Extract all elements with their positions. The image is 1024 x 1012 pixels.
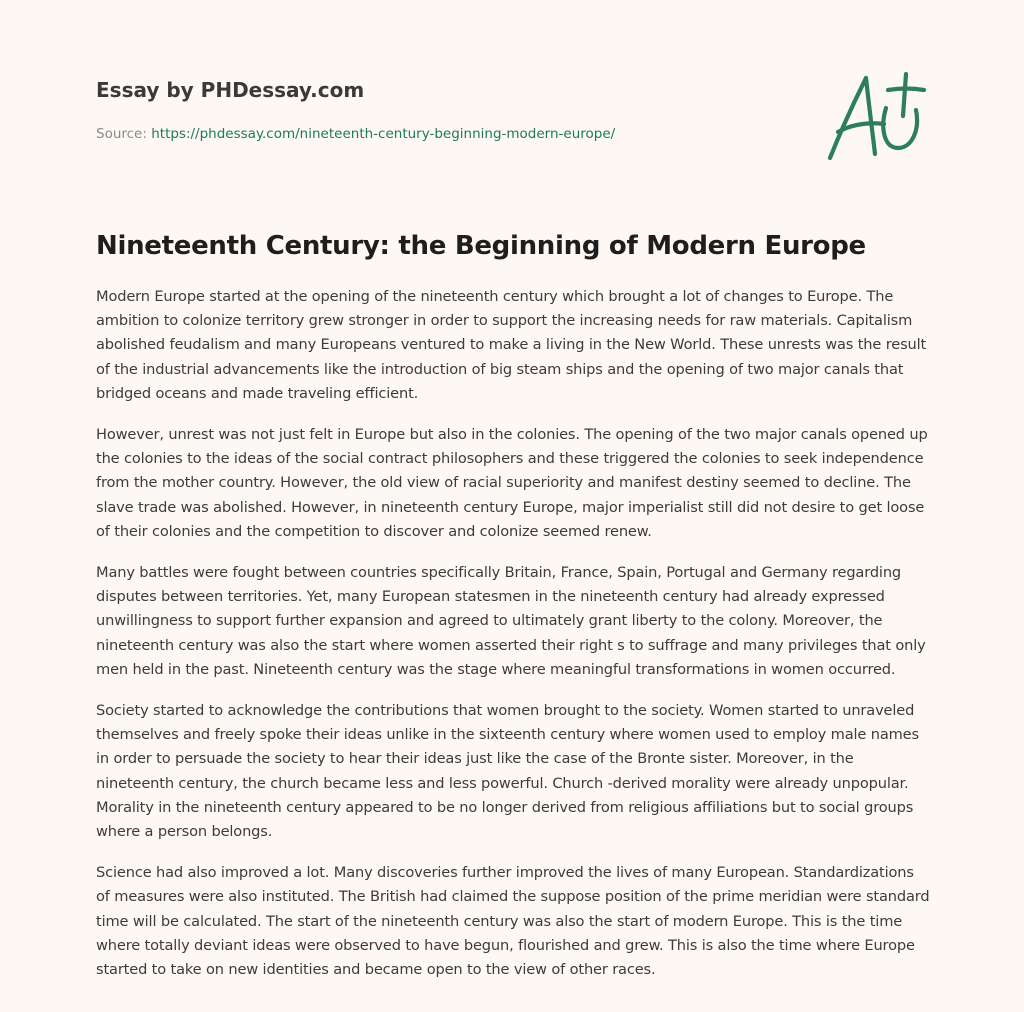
article-body (96, 285, 932, 999)
source-link[interactable]: https://phdessay.com/nineteenth-century-beginning-modern-europe/ (151, 126, 616, 142)
brand-title: Essay by PHDessay.com (96, 78, 365, 102)
paragraph-4: Society started to acknowledge the contributions that women brought to the society. Women started to unraveled themselves and freely spoke their ideas unlike in the sixteenth century where women used to employ male names in order to persuade the society to hear their ideas just like the case of the Bronte sister. Moreover, in the nineteenth century, the church became less and less powerful. Church -derived morality were already unpopular. Morality in the nineteenth century appeared to be no longer derived from religious affiliations but to social groups where a person belongs. (96, 702, 919, 841)
paragraph-5: Science had also improved a lot. Many discoveries further improved the lives of many European. Standardizations of measures were also instituted. The British had claimed the suppose position of the prime meridian were standard time will be calculated. The start of the nineteenth century was also the start of modern Europe. This is the time where totally deviant ideas were observed to have begun, flourished and grew. This is also the time where Europe started to take on new identities and became open to the view of other races. (96, 864, 930, 979)
source-line (96, 124, 796, 144)
a-plus-grade-icon (820, 66, 930, 166)
page-header (96, 76, 796, 144)
article-title: Nineteenth Century: the Beginning of Modern Europe (96, 231, 866, 261)
paragraph-2: However, unrest was not just felt in Europe but also in the colonies. The opening of the two major canals opened up the colonies to the ideas of the social contract philosophers and these triggered the colonies to seek independence from the mother country. However, the old view of racial superiority and manifest destiny seemed to decline. The slave trade was abolished. However, in nineteenth century Europe, major imperialist still did not desire to get loose of their colonies and the competition to discover and colonize seemed renew. (96, 426, 928, 540)
source-label: Source: (96, 126, 152, 142)
paragraph-3: Many battles were fought between countries specifically Britain, France, Spain, Portugal and Germany regarding disputes between territories. Yet, many European statesmen in the nineteenth century had already expressed unwillingness to support further expansion and agreed to ultimately grant liberty to the colony. Moreover, the nineteenth century was also the start where women asserted their right s to suffrage and many privileges that only men held in the past. Nineteenth century was the stage where meaningful transformations in women occurred. (96, 564, 926, 678)
paragraph-1: Modern Europe started at the opening of the nineteenth century which brought a lot of changes to Europe. The ambition to colonize territory grew stronger in order to support the increasing needs for raw materials. Capitalism abolished feudalism and many Europeans ventured to make a living in the New World. These unrests was the result of the industrial advancements like the introduction of big steam ships and the opening of two major canals that bridged oceans and made traveling efficient. (96, 288, 927, 402)
